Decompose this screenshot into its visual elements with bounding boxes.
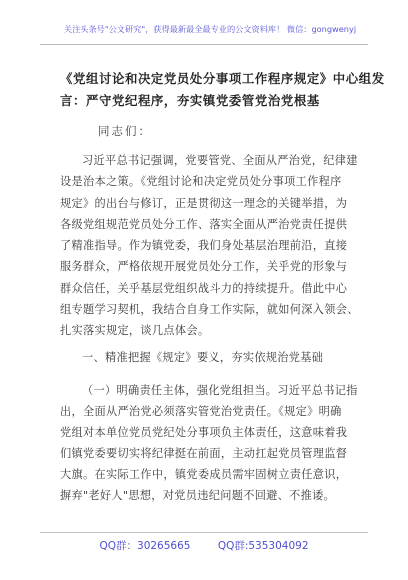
salutation: 同志们： bbox=[98, 124, 152, 138]
footer-qq-group-1: QQ群：30265665 bbox=[99, 540, 191, 552]
section-heading: 一、精准把握《规定》要义，夯实依规治党基础 bbox=[82, 351, 324, 364]
paragraph-line: 习近平总书记强调，党要管党、全面从严治党，纪律建 bbox=[82, 154, 358, 167]
title-line: 《党组讨论和决定党员处分事项工作程序规定》中心组发 bbox=[60, 71, 385, 86]
paragraph-line: 组专题学习契机，我结合自身工作实际，就如何深入领会、 bbox=[60, 303, 359, 317]
header-promo-note: 关注头条号"公文研究"，获得最新最全最专业的公文资料库！ 微信：gongwenyj bbox=[63, 24, 357, 34]
footer-divider bbox=[40, 532, 368, 533]
paragraph-line: 党组对本单位党员党纪处分事项负主体责任，这意味着我 bbox=[60, 426, 348, 440]
paragraph-line: （一）明确责任主体，强化党组担当。习近平总书记指 bbox=[82, 384, 358, 397]
paragraph-line: 了精准指导。作为镇党委，我们身处基层治理前沿，直接 bbox=[60, 239, 348, 253]
document-title bbox=[60, 68, 385, 112]
paragraph-line: 出，全面从严治党必须落实管党治党责任。《规定》明确 bbox=[60, 405, 342, 419]
header-divider bbox=[40, 44, 368, 45]
footer-contact bbox=[40, 538, 368, 553]
paragraph-line: 摒弃"老好人"思想，对党员违纪问题不回避、不推诿。 bbox=[60, 489, 336, 503]
body-paragraph-section-1 bbox=[60, 380, 360, 507]
paragraph-line: 设是治本之策。《党组讨论和决定党员处分事项工作程序 bbox=[60, 175, 342, 189]
body-paragraph-intro bbox=[60, 150, 360, 342]
paragraph-line: 服务群众，严格依规开展党员处分工作，关乎党的形象与 bbox=[60, 260, 348, 274]
paragraph-line: 各级党组规范党员处分工作、落实全面从严治党责任提供 bbox=[60, 217, 348, 231]
footer-qq-group-2: QQ群:535304092 bbox=[217, 540, 309, 552]
paragraph-line: 扎实落实规定，谈几点体会。 bbox=[60, 324, 210, 338]
paragraph-line: 群众信任，关乎基层党组织战斗力的持续提升。借此中心 bbox=[60, 281, 348, 295]
paragraph-line: 大旗。在实际工作中，镇党委成员需牢固树立责任意识， bbox=[60, 468, 348, 482]
title-line: 言：严守党纪程序，夯实镇党委管党治党根基 bbox=[60, 93, 320, 108]
paragraph-line: 们镇党委要切实将纪律挺在前面，主动扛起党员管理监督 bbox=[60, 447, 348, 461]
paragraph-line: 规定》的出台与修订，正是贯彻这一理念的关键举措，为 bbox=[60, 196, 348, 210]
